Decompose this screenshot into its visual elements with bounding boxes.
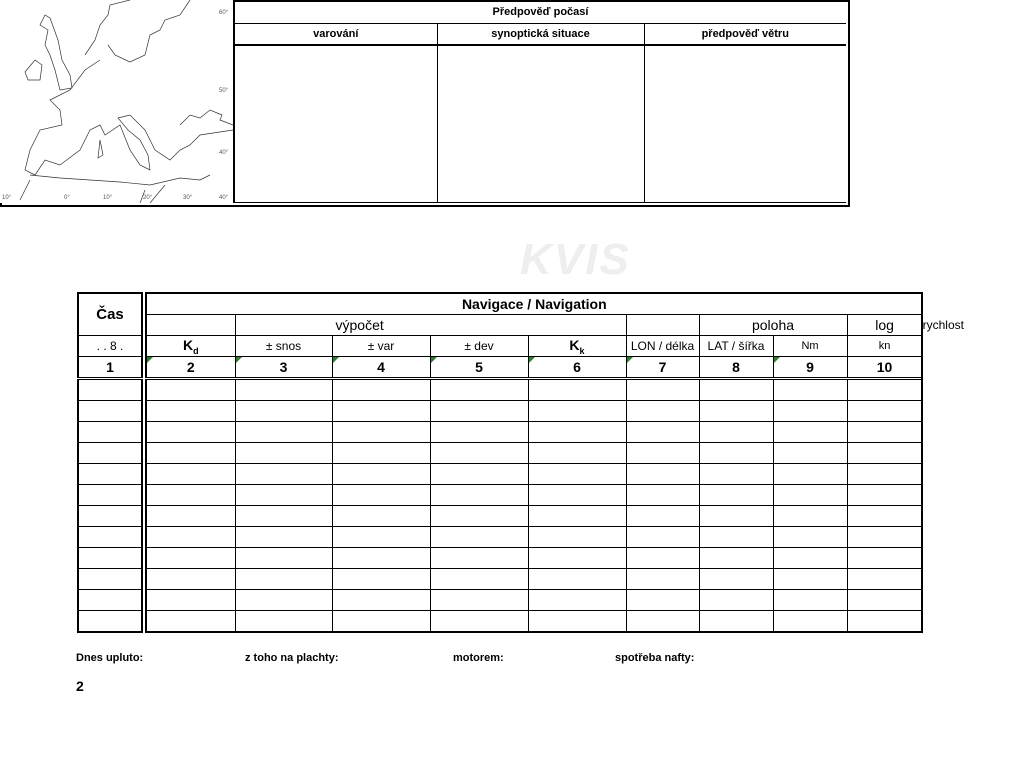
log-entry-cell[interactable] xyxy=(773,569,847,590)
log-entry-cell[interactable] xyxy=(773,379,847,401)
log-entry-cell[interactable] xyxy=(146,401,235,422)
time-table xyxy=(77,292,143,633)
time-entry-cell[interactable] xyxy=(78,506,142,527)
table-row xyxy=(78,548,142,569)
warnings-header: varování xyxy=(235,24,437,46)
kn-unit: kn xyxy=(847,336,922,357)
col-number-label: 5 xyxy=(475,359,483,375)
log-entry-cell[interactable] xyxy=(626,590,699,611)
log-entry-cell[interactable] xyxy=(235,506,332,527)
log-entry-cell[interactable] xyxy=(699,464,773,485)
map-lon-label: 10° xyxy=(103,195,113,201)
table-row xyxy=(146,379,922,401)
log-entry-cell[interactable] xyxy=(626,401,699,422)
col-number-label: 3 xyxy=(279,359,288,375)
table-row xyxy=(78,464,142,485)
time-unit: . . 8 . xyxy=(78,336,142,357)
time-entry-cell[interactable] xyxy=(78,569,142,590)
col-number xyxy=(235,357,332,379)
col-number xyxy=(699,357,773,379)
kk-unit xyxy=(528,336,626,357)
log-entry-cell[interactable] xyxy=(847,611,922,633)
col-number xyxy=(773,357,847,379)
table-row xyxy=(78,611,142,633)
cell-marker-icon xyxy=(147,357,153,363)
log-entry-cell[interactable] xyxy=(773,422,847,443)
col-number: 1 xyxy=(78,357,142,379)
log-entry-cell[interactable] xyxy=(146,590,235,611)
log-entry-cell[interactable] xyxy=(847,422,922,443)
variation-unit: ± var xyxy=(332,336,430,357)
log-entry-cell[interactable] xyxy=(773,485,847,506)
log-entry-cell[interactable] xyxy=(699,527,773,548)
log-entry-cell[interactable] xyxy=(699,548,773,569)
log-entry-cell[interactable] xyxy=(430,485,528,506)
log-entry-cell[interactable] xyxy=(146,485,235,506)
col-number xyxy=(430,357,528,379)
log-entry-cell[interactable] xyxy=(847,548,922,569)
log-entry-cell[interactable] xyxy=(626,443,699,464)
log-entry-cell[interactable] xyxy=(146,611,235,633)
log-entry-cell[interactable] xyxy=(235,611,332,633)
table-row xyxy=(146,443,922,464)
table-row xyxy=(78,527,142,548)
table-row xyxy=(78,485,142,506)
log-entry-cell[interactable] xyxy=(847,485,922,506)
log-entry-cell[interactable] xyxy=(332,527,430,548)
table-row xyxy=(146,422,922,443)
log-entry-cell[interactable] xyxy=(626,611,699,633)
log-entry-cell[interactable] xyxy=(528,590,626,611)
log-entry-cell[interactable] xyxy=(235,443,332,464)
today-distance-label: Dnes upluto: xyxy=(76,652,144,664)
log-entry-cell[interactable] xyxy=(626,379,699,401)
log-entry-cell[interactable] xyxy=(430,443,528,464)
log-entry-cell[interactable] xyxy=(528,379,626,401)
position-group-header: poloha xyxy=(699,315,847,336)
log-entry-cell[interactable] xyxy=(332,611,430,633)
map-lat-label: 50° xyxy=(219,88,229,94)
kd-unit xyxy=(146,336,235,357)
log-entry-cell[interactable] xyxy=(146,569,235,590)
log-entry-cell[interactable] xyxy=(430,590,528,611)
map-lon-label: 30° xyxy=(183,195,193,201)
log-entry-cell[interactable] xyxy=(773,443,847,464)
weather-table xyxy=(235,0,846,203)
nm-unit: Nm xyxy=(773,336,847,357)
log-entry-cell[interactable] xyxy=(626,422,699,443)
watermark-logo: KVIS xyxy=(520,235,631,284)
blank-cell xyxy=(146,315,235,336)
longitude-unit: LON / délka xyxy=(626,336,699,357)
col-number-label: 10 xyxy=(876,359,893,375)
log-entry-cell[interactable] xyxy=(146,464,235,485)
wind-forecast-header: předpověď větru xyxy=(644,24,846,46)
log-entry-cell[interactable] xyxy=(235,548,332,569)
col-number-label: 8 xyxy=(732,359,740,375)
log-entry-cell[interactable] xyxy=(430,611,528,633)
log-entry-cell[interactable] xyxy=(626,464,699,485)
log-entry-cell[interactable] xyxy=(626,569,699,590)
log-entry-cell[interactable] xyxy=(146,548,235,569)
blank-cell xyxy=(626,315,699,336)
log-header: log xyxy=(847,315,922,336)
table-row xyxy=(78,590,142,611)
time-entry-cell[interactable] xyxy=(78,401,142,422)
log-entry-cell[interactable] xyxy=(773,590,847,611)
log-entry-cell[interactable] xyxy=(699,506,773,527)
deviation-unit: ± dev xyxy=(430,336,528,357)
motor-distance-label: motorem: xyxy=(453,652,504,664)
fuel-consumption-label: spotřeba nafty: xyxy=(615,652,695,664)
time-header: Čas xyxy=(78,293,142,336)
log-entry-cell[interactable] xyxy=(626,485,699,506)
col-number-label: 7 xyxy=(658,359,667,375)
log-entry-cell[interactable] xyxy=(146,379,235,401)
sails-distance-label: z toho na plachty: xyxy=(245,652,339,664)
log-entry-cell[interactable] xyxy=(626,506,699,527)
log-entry-cell[interactable] xyxy=(528,401,626,422)
log-entry-cell[interactable] xyxy=(528,443,626,464)
col-number xyxy=(332,357,430,379)
map-lat-label: 40° xyxy=(219,150,229,156)
log-entry-cell[interactable] xyxy=(235,485,332,506)
table-row xyxy=(146,548,922,569)
map-lon-label: 0° xyxy=(64,195,70,201)
log-entry-cell[interactable] xyxy=(699,485,773,506)
log-entry-cell[interactable] xyxy=(773,527,847,548)
log-entry-cell[interactable] xyxy=(332,590,430,611)
log-entry-cell[interactable] xyxy=(528,422,626,443)
log-entry-cell[interactable] xyxy=(847,464,922,485)
col-number xyxy=(146,357,235,379)
latitude-unit: LAT / šířka xyxy=(699,336,773,357)
table-row xyxy=(78,506,142,527)
log-entry-cell[interactable] xyxy=(528,527,626,548)
kk-label: K xyxy=(569,336,580,353)
weather-forecast-box xyxy=(0,0,850,207)
log-entry-cell[interactable] xyxy=(332,548,430,569)
log-entry-cell[interactable] xyxy=(332,485,430,506)
time-entry-cell[interactable] xyxy=(78,443,142,464)
cell-marker-icon xyxy=(529,357,535,363)
log-entry-cell[interactable] xyxy=(847,590,922,611)
log-entry-cell[interactable] xyxy=(235,401,332,422)
log-entry-cell[interactable] xyxy=(430,422,528,443)
log-entry-cell[interactable] xyxy=(847,506,922,527)
log-entry-cell[interactable] xyxy=(699,569,773,590)
table-row xyxy=(146,590,922,611)
log-entry-cell[interactable] xyxy=(332,464,430,485)
log-entry-cell[interactable] xyxy=(146,527,235,548)
log-entry-cell[interactable] xyxy=(430,379,528,401)
log-entry-cell[interactable] xyxy=(235,569,332,590)
map-lon-label: 40° xyxy=(219,195,229,201)
table-row xyxy=(146,527,922,548)
kd-subscript: d xyxy=(193,345,199,356)
log-entry-cell[interactable] xyxy=(773,401,847,422)
kd-label: K xyxy=(182,336,194,353)
table-row xyxy=(146,485,922,506)
col-number xyxy=(847,357,922,379)
log-entry-cell[interactable] xyxy=(332,422,430,443)
cell-marker-icon xyxy=(236,357,242,363)
time-entry-cell[interactable] xyxy=(78,590,142,611)
log-entry-cell[interactable] xyxy=(847,527,922,548)
log-entry-cell[interactable] xyxy=(847,569,922,590)
log-entry-cell[interactable] xyxy=(847,443,922,464)
col-number xyxy=(626,357,699,379)
log-entry-cell[interactable] xyxy=(699,379,773,401)
col-number-label: 9 xyxy=(806,359,814,375)
synoptic-field[interactable] xyxy=(437,45,644,203)
col-number-label: 2 xyxy=(186,359,195,375)
calc-group-header: výpočet xyxy=(235,315,626,336)
log-entry-cell[interactable] xyxy=(235,379,332,401)
log-entry-cell[interactable] xyxy=(235,590,332,611)
log-entry-cell[interactable] xyxy=(430,527,528,548)
navigation-title: Navigace / Navigation xyxy=(146,293,922,315)
log-entry-cell[interactable] xyxy=(146,422,235,443)
log-entry-cell[interactable] xyxy=(235,464,332,485)
log-entry-cell[interactable] xyxy=(847,401,922,422)
table-row xyxy=(146,611,922,633)
time-entry-cell[interactable] xyxy=(78,379,142,401)
log-entry-cell[interactable] xyxy=(528,506,626,527)
log-entry-cell[interactable] xyxy=(626,548,699,569)
map-lon-label: 20° xyxy=(143,195,153,201)
col-number-label: 4 xyxy=(377,359,385,375)
log-entry-cell[interactable] xyxy=(235,422,332,443)
table-row xyxy=(146,569,922,590)
time-entry-cell[interactable] xyxy=(78,485,142,506)
log-entry-cell[interactable] xyxy=(699,611,773,633)
table-row xyxy=(78,422,142,443)
table-row xyxy=(146,464,922,485)
time-entry-cell[interactable] xyxy=(78,527,142,548)
drift-unit: ± snos xyxy=(235,336,332,357)
wind-forecast-field[interactable] xyxy=(644,45,846,203)
log-entry-cell[interactable] xyxy=(773,611,847,633)
log-entry-cell[interactable] xyxy=(699,590,773,611)
table-row xyxy=(78,569,142,590)
log-entry-cell[interactable] xyxy=(699,443,773,464)
cell-marker-icon xyxy=(627,357,633,363)
time-entry-cell[interactable] xyxy=(78,611,142,633)
cell-marker-icon xyxy=(774,357,780,363)
log-entry-cell[interactable] xyxy=(332,401,430,422)
warnings-field[interactable] xyxy=(235,45,437,203)
log-entry-cell[interactable] xyxy=(430,506,528,527)
log-entry-cell[interactable] xyxy=(528,569,626,590)
time-entry-cell[interactable] xyxy=(78,422,142,443)
log-entry-cell[interactable] xyxy=(528,611,626,633)
time-entry-cell[interactable] xyxy=(78,464,142,485)
log-entry-cell[interactable] xyxy=(430,464,528,485)
table-row xyxy=(78,379,142,401)
table-row xyxy=(146,506,922,527)
log-entry-cell[interactable] xyxy=(146,506,235,527)
log-entry-cell[interactable] xyxy=(528,464,626,485)
table-row xyxy=(146,401,922,422)
log-entry-cell[interactable] xyxy=(332,569,430,590)
log-entry-cell[interactable] xyxy=(332,443,430,464)
weather-title: Předpověď počasí xyxy=(235,0,846,24)
cell-marker-icon xyxy=(431,357,437,363)
map-lat-label: 60° xyxy=(219,10,229,16)
synoptic-header: synoptická situace xyxy=(437,24,644,46)
log-entry-cell[interactable] xyxy=(699,401,773,422)
log-entry-cell[interactable] xyxy=(430,401,528,422)
log-entry-cell[interactable] xyxy=(146,443,235,464)
col-number xyxy=(528,357,626,379)
log-entry-cell[interactable] xyxy=(332,506,430,527)
cell-marker-icon xyxy=(333,357,339,363)
table-row xyxy=(78,401,142,422)
kk-subscript: k xyxy=(579,345,585,356)
map-coastline-image xyxy=(0,0,233,203)
log-entry-cell[interactable] xyxy=(773,464,847,485)
page-number: 2 xyxy=(76,678,84,694)
log-entry-cell[interactable] xyxy=(626,527,699,548)
col-number-label: 6 xyxy=(573,359,581,375)
time-entry-cell[interactable] xyxy=(78,548,142,569)
log-entry-cell[interactable] xyxy=(332,379,430,401)
log-entry-cell[interactable] xyxy=(773,506,847,527)
log-entry-cell[interactable] xyxy=(699,422,773,443)
log-entry-cell[interactable] xyxy=(528,548,626,569)
log-entry-cell[interactable] xyxy=(773,548,847,569)
log-entry-cell[interactable] xyxy=(430,569,528,590)
table-row xyxy=(78,443,142,464)
europe-map xyxy=(0,0,235,203)
log-entry-cell[interactable] xyxy=(847,379,922,401)
map-lon-label: 10° xyxy=(2,195,12,201)
navigation-table: Navigace / Navigation výpočet poloha log rychlost $K_d$ ± snos ± var ± dev $K_k$ LON / délka LAT / šířka Nm kn 2 3 4 5 6 7 8 9 10 xyxy=(145,292,923,633)
log-entry-cell[interactable] xyxy=(430,548,528,569)
log-entry-cell[interactable] xyxy=(528,485,626,506)
log-entry-cell[interactable] xyxy=(235,527,332,548)
